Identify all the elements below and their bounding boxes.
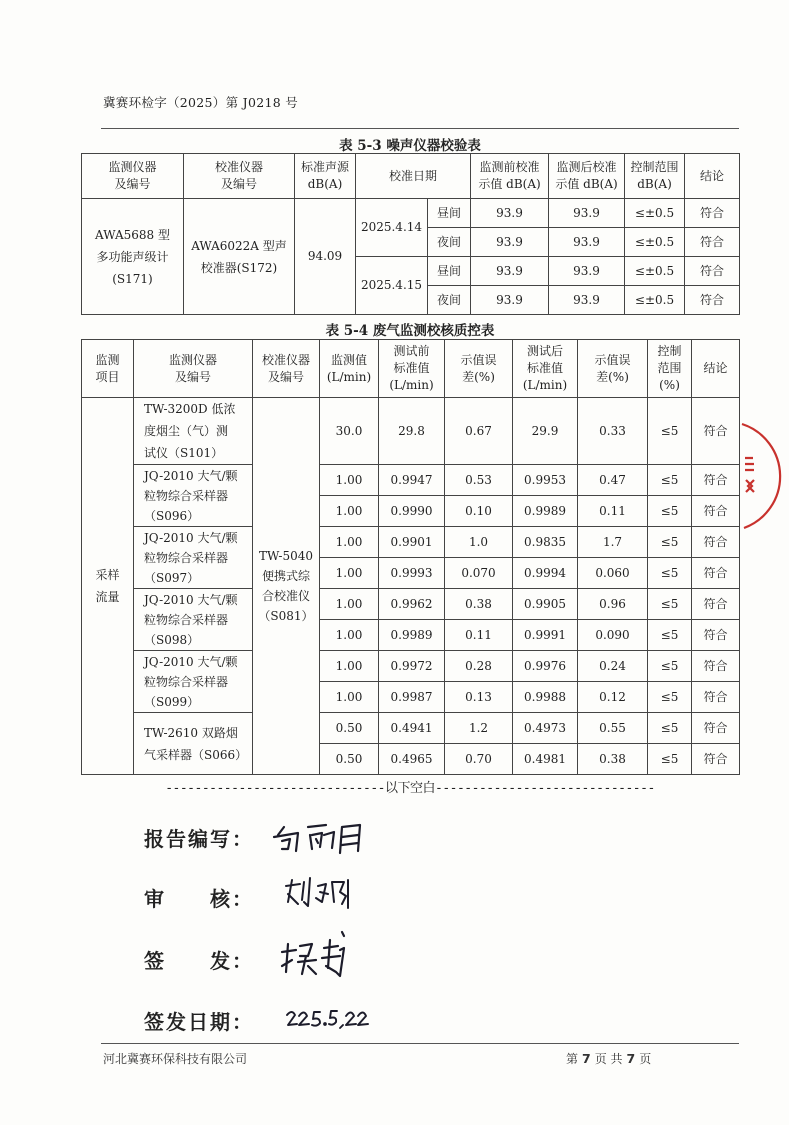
table1-range: ≤±0.5 [625, 257, 685, 286]
table1-before: 93.9 [471, 228, 549, 257]
table1-instrument: AWA5688 型 多功能声级计 (S171) [82, 199, 184, 315]
table2-conclusion: 符合 [692, 398, 740, 465]
table1-period: 昼间 [428, 199, 471, 228]
table2-header-err-before: 示值误 差(%) [445, 340, 513, 398]
table1-header-after: 监测后校准 示值 dB(A) [549, 154, 625, 199]
noise-calibration-table [81, 153, 740, 315]
table1-header-std-source: 标准声源 dB(A) [295, 154, 356, 199]
table2-measured: 1.00 [320, 620, 379, 651]
table1-after: 93.9 [549, 199, 625, 228]
table2-err-after: 0.96 [578, 589, 648, 620]
table2-conclusion: 符合 [692, 589, 740, 620]
review-signature [282, 872, 362, 912]
table2-std-after: 0.9989 [513, 496, 578, 527]
table1-caption: 表 5-3 噪声仪器校验表 [339, 138, 481, 154]
table2-range: ≤5 [648, 620, 692, 651]
table2-device: JQ-2010 大气/颗 粒物综合采样器 （S098） [134, 589, 253, 651]
page-mid: 页 共 [594, 1052, 623, 1066]
table2-measured: 1.00 [320, 682, 379, 713]
table2-item: 采样 流量 [82, 398, 134, 775]
table2-measured: 1.00 [320, 527, 379, 558]
table2-err-after: 0.11 [578, 496, 648, 527]
table2-err-after: 0.060 [578, 558, 648, 589]
table-row [82, 651, 740, 682]
table2-std-before: 0.4941 [379, 713, 445, 744]
page-suffix: 页 [639, 1052, 652, 1066]
table2-conclusion: 符合 [692, 682, 740, 713]
table2-std-before: 0.9990 [379, 496, 445, 527]
table2-err-after: 0.33 [578, 398, 648, 465]
table2-range: ≤5 [648, 713, 692, 744]
table2-measured: 1.00 [320, 465, 379, 496]
issue-date-handwritten [284, 1003, 374, 1033]
exhaust-qc-table [81, 339, 740, 775]
table2-err-before: 0.13 [445, 682, 513, 713]
table2-measured: 1.00 [320, 496, 379, 527]
table2-std-before: 0.9987 [379, 682, 445, 713]
table1-period: 夜间 [428, 228, 471, 257]
issue-signature [278, 926, 358, 984]
table2-device: JQ-2010 大气/颗 粒物综合采样器 （S097） [134, 527, 253, 589]
table1-header-cal-date: 校准日期 [356, 154, 471, 199]
table2-conclusion: 符合 [692, 558, 740, 589]
table2-err-after: 0.090 [578, 620, 648, 651]
table2-std-after: 29.9 [513, 398, 578, 465]
table2-std-after: 0.9953 [513, 465, 578, 496]
table2-std-after: 0.9988 [513, 682, 578, 713]
table2-std-after: 0.9991 [513, 620, 578, 651]
document-number: 冀赛环检字（2025）第 J0218 号 [103, 95, 299, 110]
table2-err-after: 0.38 [578, 744, 648, 775]
table2-header-item: 监测 项目 [82, 340, 134, 398]
table2-measured: 0.50 [320, 713, 379, 744]
table2-header-err-after: 示值误 差(%) [578, 340, 648, 398]
table1-header-range: 控制范围 dB(A) [625, 154, 685, 199]
table1-header-conclusion: 结论 [685, 154, 740, 199]
table2-conclusion: 符合 [692, 465, 740, 496]
table2-err-before: 0.070 [445, 558, 513, 589]
table2-conclusion: 符合 [692, 527, 740, 558]
table2-err-before: 1.2 [445, 713, 513, 744]
footer-company: 河北冀赛环保科技有限公司 [103, 1052, 248, 1066]
table1-period: 昼间 [428, 257, 471, 286]
table-row [82, 199, 740, 228]
table2-conclusion: 符合 [692, 651, 740, 682]
table-row [82, 713, 740, 744]
table1-conclusion: 符合 [685, 228, 740, 257]
table2-measured: 0.50 [320, 744, 379, 775]
table2-std-before: 0.9901 [379, 527, 445, 558]
table2-range: ≤5 [648, 496, 692, 527]
table2-device: TW-2610 双路烟 气采样器（S066） [134, 713, 253, 775]
table1-std-value: 94.09 [295, 199, 356, 315]
table2-err-before: 0.10 [445, 496, 513, 527]
table2-std-before: 0.4965 [379, 744, 445, 775]
table2-err-before: 0.38 [445, 589, 513, 620]
review-label: 审 核： [144, 887, 254, 911]
table2-err-after: 0.55 [578, 713, 648, 744]
table2-std-after: 0.9905 [513, 589, 578, 620]
table1-header-before: 监测前校准 示值 dB(A) [471, 154, 549, 199]
table2-measured: 1.00 [320, 558, 379, 589]
table2-std-after: 0.9994 [513, 558, 578, 589]
table2-err-after: 0.12 [578, 682, 648, 713]
table2-std-after: 0.4981 [513, 744, 578, 775]
table2-range: ≤5 [648, 682, 692, 713]
table2-std-before: 29.8 [379, 398, 445, 465]
table-row [82, 465, 740, 496]
table2-conclusion: 符合 [692, 496, 740, 527]
table-row [82, 527, 740, 558]
writer-signature [268, 815, 378, 857]
footer-rule [101, 1043, 739, 1044]
table1-range: ≤±0.5 [625, 228, 685, 257]
blank-below-note: ------------------------------以下空白------------------------------ [165, 781, 655, 796]
table1-range: ≤±0.5 [625, 199, 685, 228]
table2-range: ≤5 [648, 558, 692, 589]
table1-period: 夜间 [428, 286, 471, 315]
table2-header-conclusion: 结论 [692, 340, 740, 398]
table2-header-measured: 监测值 (L/min) [320, 340, 379, 398]
table2-header-calibrator: 校准仪器 及编号 [253, 340, 320, 398]
total-pages: 7 [626, 1051, 636, 1066]
table-row [82, 589, 740, 620]
table1-after: 93.9 [549, 257, 625, 286]
current-page: 7 [582, 1051, 591, 1066]
table2-err-before: 0.70 [445, 744, 513, 775]
issue-date-label: 签发日期： [144, 1010, 254, 1034]
footer-page-number [566, 1050, 651, 1067]
red-seal-stamp [732, 420, 789, 535]
table1-conclusion: 符合 [685, 257, 740, 286]
table2-header-row [82, 340, 740, 398]
table2-conclusion: 符合 [692, 713, 740, 744]
table2-calibrator: TW-5040 便携式综 合校准仪 （S081） [253, 398, 320, 775]
table1-range: ≤±0.5 [625, 286, 685, 315]
writer-label: 报告编写： [144, 827, 254, 851]
table2-err-after: 1.7 [578, 527, 648, 558]
table2-err-before: 0.53 [445, 465, 513, 496]
table2-std-before: 0.9962 [379, 589, 445, 620]
table2-device: TW-3200D 低浓 度烟尘（气）测 试仪（S101） [134, 398, 253, 465]
table2-measured: 1.00 [320, 589, 379, 620]
table2-header-range: 控制 范围 (%) [648, 340, 692, 398]
table2-range: ≤5 [648, 589, 692, 620]
table1-after: 93.9 [549, 228, 625, 257]
table2-std-after: 0.9976 [513, 651, 578, 682]
table1-conclusion: 符合 [685, 199, 740, 228]
table-row [82, 398, 740, 465]
table2-device: JQ-2010 大气/颗 粒物综合采样器 （S096） [134, 465, 253, 527]
table2-std-before: 0.9989 [379, 620, 445, 651]
table2-header-std-after: 测试后 标准值 (L/min) [513, 340, 578, 398]
table2-header-std-before: 测试前 标准值 (L/min) [379, 340, 445, 398]
table2-range: ≤5 [648, 651, 692, 682]
table1-before: 93.9 [471, 286, 549, 315]
table1-date-1: 2025.4.14 [356, 199, 428, 257]
table2-range: ≤5 [648, 744, 692, 775]
table1-after: 93.9 [549, 286, 625, 315]
table2-conclusion: 符合 [692, 620, 740, 651]
table2-header-instrument: 监测仪器 及编号 [134, 340, 253, 398]
table1-header-calibrator: 校准仪器 及编号 [184, 154, 295, 199]
table2-range: ≤5 [648, 527, 692, 558]
table1-header-row [82, 154, 740, 199]
table2-std-before: 0.9947 [379, 465, 445, 496]
table2-err-after: 0.47 [578, 465, 648, 496]
table2-caption: 表 5-4 废气监测校核质控表 [325, 323, 495, 339]
table1-before: 93.9 [471, 199, 549, 228]
table1-calibrator: AWA6022A 型声 校准器(S172) [184, 199, 295, 315]
table1-conclusion: 符合 [685, 286, 740, 315]
page-prefix: 第 [566, 1052, 579, 1066]
table1-date-2: 2025.4.15 [356, 257, 428, 315]
table2-err-before: 1.0 [445, 527, 513, 558]
table2-conclusion: 符合 [692, 744, 740, 775]
issue-label: 签 发： [144, 949, 254, 973]
table2-range: ≤5 [648, 465, 692, 496]
table2-err-before: 0.11 [445, 620, 513, 651]
table2-measured: 30.0 [320, 398, 379, 465]
table1-header-instrument: 监测仪器 及编号 [82, 154, 184, 199]
table2-err-after: 0.24 [578, 651, 648, 682]
table1-before: 93.9 [471, 257, 549, 286]
table2-std-after: 0.9835 [513, 527, 578, 558]
table2-std-after: 0.4973 [513, 713, 578, 744]
table2-err-before: 0.28 [445, 651, 513, 682]
table2-err-before: 0.67 [445, 398, 513, 465]
table2-measured: 1.00 [320, 651, 379, 682]
table2-std-before: 0.9993 [379, 558, 445, 589]
table2-std-before: 0.9972 [379, 651, 445, 682]
header-rule [101, 128, 739, 129]
table2-device: JQ-2010 大气/颗 粒物综合采样器 （S099） [134, 651, 253, 713]
table2-range: ≤5 [648, 398, 692, 465]
